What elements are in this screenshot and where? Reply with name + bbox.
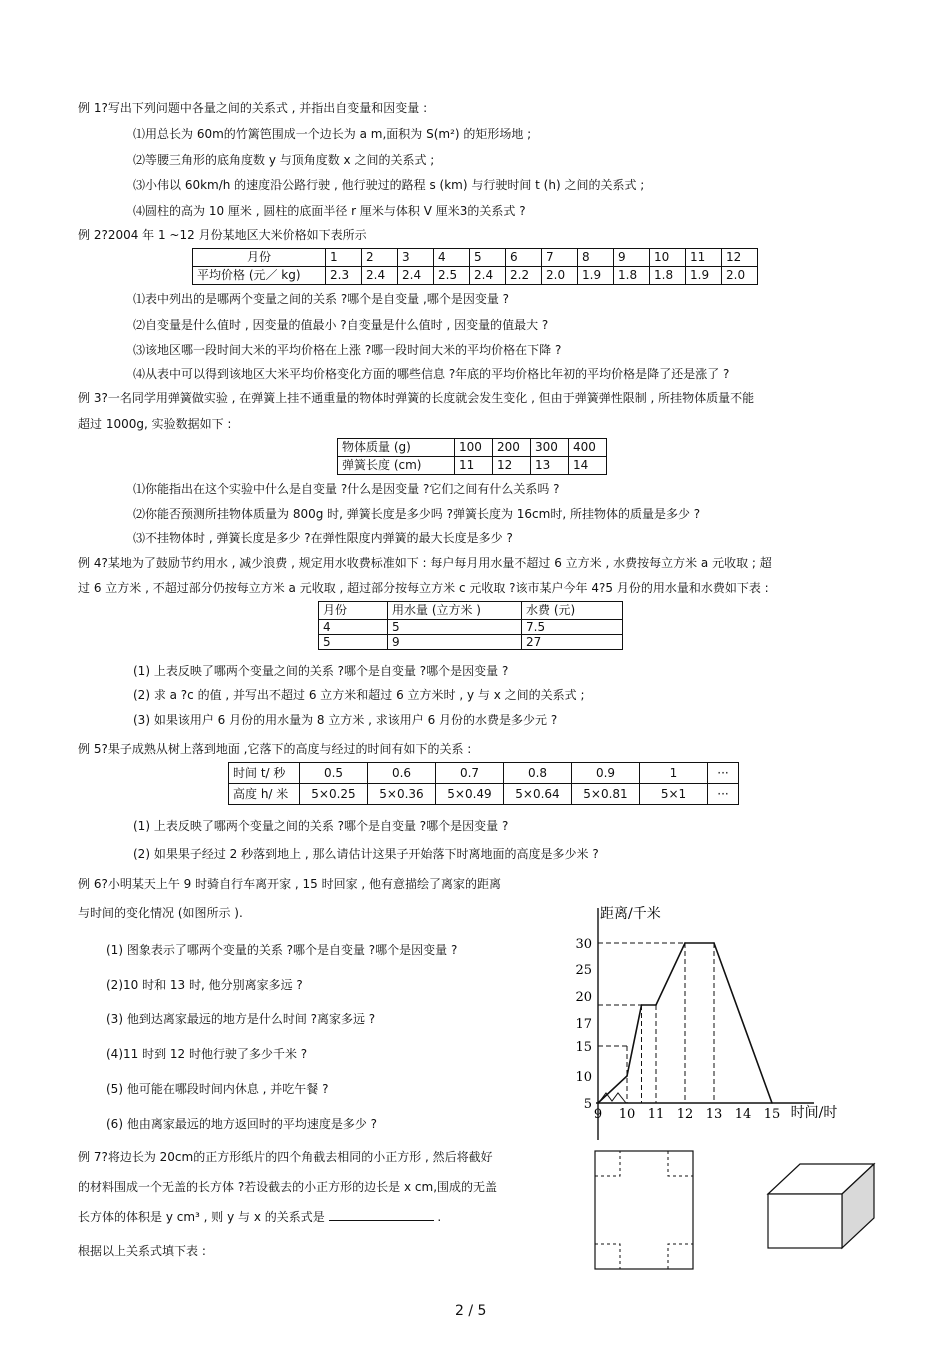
y-tick-label: 10: [575, 1070, 592, 1085]
x-tick-label: 9: [593, 1107, 603, 1122]
spring-table-header: 弹簧长度 (cm): [338, 457, 455, 475]
table-cell: 5×0.64: [504, 784, 572, 805]
table-cell: 12: [493, 457, 531, 475]
table-cell: 2.3: [326, 267, 362, 285]
data-point: [684, 942, 686, 944]
x-tick-label: 10: [618, 1107, 636, 1122]
table-cell: 0.5: [300, 763, 368, 784]
ex2-q3: ⑶该地区哪一段时间大米的平均价格在上涨 ?哪一段时间大米的平均价格在下降 ?: [133, 343, 562, 357]
ex4-q2: (2) 求 a ?c 的值 , 并写出不超过 6 立方米和超过 6 立方米时 , y 与 x 之间的关系式 ;: [133, 688, 585, 702]
table-cell: 7: [542, 249, 578, 267]
table-cell: 1: [640, 763, 708, 784]
y-tick-label: 17: [575, 1017, 592, 1032]
ex7-line3-end: .: [437, 1210, 442, 1224]
table-cell: 2.4: [362, 267, 398, 285]
fall-table: [228, 762, 739, 805]
x-tick-label: 11: [647, 1107, 665, 1122]
table-cell: 300: [531, 439, 569, 457]
y-axis-label: 距离/千米: [600, 906, 661, 922]
table-cell: 月份: [319, 602, 388, 620]
data-point: [597, 1102, 599, 1104]
table-cell: 0.6: [368, 763, 436, 784]
table-cell: 2.4: [470, 267, 506, 285]
table-cell: 用水量 (立方米 ): [388, 602, 522, 620]
table-cell: 2: [362, 249, 398, 267]
table-cell: 7.5: [522, 620, 623, 635]
table-cell: 11: [455, 457, 493, 475]
ex5-q1: (1) 上表反映了哪两个变量之间的关系 ?哪个是自变量 ?哪个是因变量 ?: [133, 819, 509, 833]
table-cell: ···: [708, 763, 739, 784]
table-cell: 2.5: [434, 267, 470, 285]
ex1-title: 例 1?写出下列问题中各量之间的关系式 , 并指出自变量和因变量 :: [78, 101, 428, 115]
x-tick-label: 12: [676, 1107, 694, 1122]
table-cell: 5×0.81: [572, 784, 640, 805]
table-cell: 水费 (元): [522, 602, 623, 620]
table-cell: 5: [319, 635, 388, 650]
table-cell: 5×0.25: [300, 784, 368, 805]
ex4-q1: (1) 上表反映了哪两个变量之间的关系 ?哪个是自变量 ?哪个是因变量 ?: [133, 664, 509, 678]
ex2-q2: ⑵自变量是什么值时 , 因变量的值最小 ?自变量是什么值时 , 因变量的值最大 ?: [133, 318, 549, 332]
x-axis-label: 时间/时: [790, 1105, 838, 1121]
ex6-q3: (3) 他到达离家最远的地方是什么时间 ?离家多远 ?: [106, 1012, 376, 1026]
x-tick-label: 14: [734, 1107, 752, 1122]
fall-table-header: 时间 t/ 秒: [229, 763, 300, 784]
ex1-q1: ⑴用总长为 60m的竹篱笆围成一个边长为 a m,面积为 S(m²) 的矩形场地 ;: [133, 127, 532, 141]
y-tick-label: 20: [575, 990, 592, 1005]
ex7-line2: 的材料围成一个无盖的长方体 ?若设截去的小正方形的边长是 x cm,围成的无盖: [78, 1180, 498, 1194]
table-cell: 1.9: [686, 267, 722, 285]
table-cell: 1.8: [650, 267, 686, 285]
ex3-title2: 超过 1000g, 实验数据如下 :: [78, 417, 232, 431]
data-point: [626, 1075, 628, 1077]
x-tick-label: 13: [705, 1107, 723, 1122]
y-tick-label: 15: [575, 1040, 592, 1055]
table-cell: 5×1: [640, 784, 708, 805]
table-cell: 13: [531, 457, 569, 475]
ex1-q2: ⑵等腰三角形的底角度数 y 与顶角度数 x 之间的关系式 ;: [133, 153, 435, 167]
table-cell: 1: [326, 249, 362, 267]
x-tick-label: 15: [763, 1107, 781, 1122]
data-point: [771, 1102, 773, 1104]
table-cell: 2.0: [722, 267, 758, 285]
ex1-q4: ⑷圆柱的高为 10 厘米 , 圆柱的底面半径 r 厘米与体积 V 厘米3的关系式 ?: [133, 204, 526, 218]
ex1-q3: ⑶小伟以 60km/h 的速度沿公路行驶 , 他行驶过的路程 s (km) 与行驶时间 t (h) 之间的关系式 ;: [133, 178, 645, 192]
data-point: [655, 1004, 657, 1006]
page-number: 2 / 5: [455, 1303, 487, 1319]
table-cell: 4: [319, 620, 388, 635]
table-cell: 27: [522, 635, 623, 650]
ex2-q1: ⑴表中列出的是哪两个变量之间的关系 ?哪个是自变量 ,哪个是因变量 ?: [133, 292, 509, 306]
ex7-line3-text: 长方体的体积是 y cm³ , 则 y 与 x 的关系式是: [78, 1210, 325, 1224]
table-cell: 400: [569, 439, 607, 457]
table-cell: 0.7: [436, 763, 504, 784]
spring-table: [337, 438, 607, 475]
table-cell: 12: [722, 249, 758, 267]
data-point: [641, 1004, 643, 1006]
ex3-q2: ⑵你能否预测所挂物体质量为 800g 时, 弹簧长度是多少吗 ?弹簧长度为 16cm时, 所挂物体的质量是多少 ?: [133, 507, 701, 521]
ex5-q2: (2) 如果果子经过 2 秒落到地上 , 那么请估计这果子开始落下时离地面的高度是多少米 ?: [133, 847, 599, 861]
y-tick-label: 30: [575, 937, 592, 952]
data-point: [713, 942, 715, 944]
ex6-q6: (6) 他由离家最远的地方返回时的平均速度是多少 ?: [106, 1117, 377, 1131]
table-cell: 100: [455, 439, 493, 457]
ex4-title: 例 4?某地为了鼓励节约用水 , 减少浪费 , 规定用水收费标准如下 : 每户每月用水量不超过 6 立方米 , 水费按每立方米 a 元收取 ; 超: [78, 556, 772, 570]
table-cell: 0.9: [572, 763, 640, 784]
price-table-header: 平均价格 (元／ kg): [193, 267, 326, 285]
ex7-title: 例 7?将边长为 20cm的正方形纸片的四个角截去相同的小正方形 , 然后将截好: [78, 1150, 493, 1164]
table-cell: 1.8: [614, 267, 650, 285]
table-cell: 9: [614, 249, 650, 267]
table-cell: 9: [388, 635, 522, 650]
ex7-line4: 根据以上关系式填下表 :: [78, 1244, 206, 1258]
ex3-title: 例 3?一名同学用弹簧做实验 , 在弹簧上挂不通重量的物体时弹簧的长度就会发生变化 , 但由于弹簧弹性限制 , 所挂物体质量不能: [78, 391, 755, 405]
ex4-title2: 过 6 立方米 , 不超过部分仍按每立方米 a 元收取 , 超过部分按每立方米 c 元收取 ?该市某户今年 4?5 月份的用水量和水费如下表 :: [78, 581, 769, 595]
table-cell: 200: [493, 439, 531, 457]
table-cell: 0.8: [504, 763, 572, 784]
ex6-q1: (1) 图象表示了哪两个变量的关系 ?哪个是自变量 ?哪个是因变量 ?: [106, 943, 458, 957]
ex6-title2: 与时间的变化情况 (如图所示 ).: [78, 906, 243, 920]
table-cell: 5: [388, 620, 522, 635]
table-cell: 2.2: [506, 267, 542, 285]
table-cell: 2.4: [398, 267, 434, 285]
ex6-q4: (4)11 时到 12 时他行驶了多少千米 ?: [106, 1047, 308, 1061]
table-cell: 5×0.49: [436, 784, 504, 805]
table-cell: 14: [569, 457, 607, 475]
table-cell: 10: [650, 249, 686, 267]
ex3-q1: ⑴你能指出在这个实验中什么是自变量 ?什么是因变量 ?它们之间有什么关系吗 ?: [133, 482, 560, 496]
ex5-title: 例 5?果子成熟从树上落到地面 ,它落下的高度与经过的时间有如下的关系 :: [78, 742, 472, 756]
table-cell: 3: [398, 249, 434, 267]
ex6-q2: (2)10 时和 13 时, 他分别离家多远 ?: [106, 978, 303, 992]
table-cell: 4: [434, 249, 470, 267]
table-cell: 5×0.36: [368, 784, 436, 805]
y-tick-label: 25: [575, 963, 592, 978]
fall-table-header: 高度 h/ 米: [229, 784, 300, 805]
price-table: [192, 248, 758, 285]
table-cell: 2.0: [542, 267, 578, 285]
cut-square-figure: [594, 1150, 694, 1270]
table-cell: 1.9: [578, 267, 614, 285]
ex3-q3: ⑶不挂物体时 , 弹簧长度是多少 ?在弹性限度内弹簧的最大长度是多少 ?: [133, 531, 513, 545]
table-cell: 11: [686, 249, 722, 267]
table-cell: 6: [506, 249, 542, 267]
distance-time-chart: [568, 900, 888, 1150]
ex7-line3: [78, 1208, 441, 1225]
ex4-q3: (3) 如果该用户 6 月份的用水量为 8 立方米 , 求该用户 6 月份的水费是多少元 ?: [133, 713, 558, 727]
spring-table-header: 物体质量 (g): [338, 439, 455, 457]
table-cell: ···: [708, 784, 739, 805]
answer-blank[interactable]: [329, 1208, 434, 1221]
ex6-title: 例 6?小明某天上午 9 时骑自行车离开家 , 15 时回家 , 他有意描绘了离家的距离: [78, 877, 502, 891]
ex2-q4: ⑷从表中可以得到该地区大米平均价格变化方面的哪些信息 ?年底的平均价格比年初的平均价格是降了还是涨了 ?: [133, 367, 730, 381]
y-tick-label: 5: [583, 1097, 592, 1112]
open-box-figure: [766, 1160, 886, 1250]
table-cell: 5: [470, 249, 506, 267]
table-cell: 8: [578, 249, 614, 267]
water-table: [318, 601, 623, 650]
price-table-header: 月份: [193, 249, 326, 267]
ex6-q5: (5) 他可能在哪段时间内休息 , 并吃午餐 ?: [106, 1082, 329, 1096]
ex2-title: 例 2?2004 年 1 ~12 月份某地区大米价格如下表所示: [78, 228, 367, 242]
